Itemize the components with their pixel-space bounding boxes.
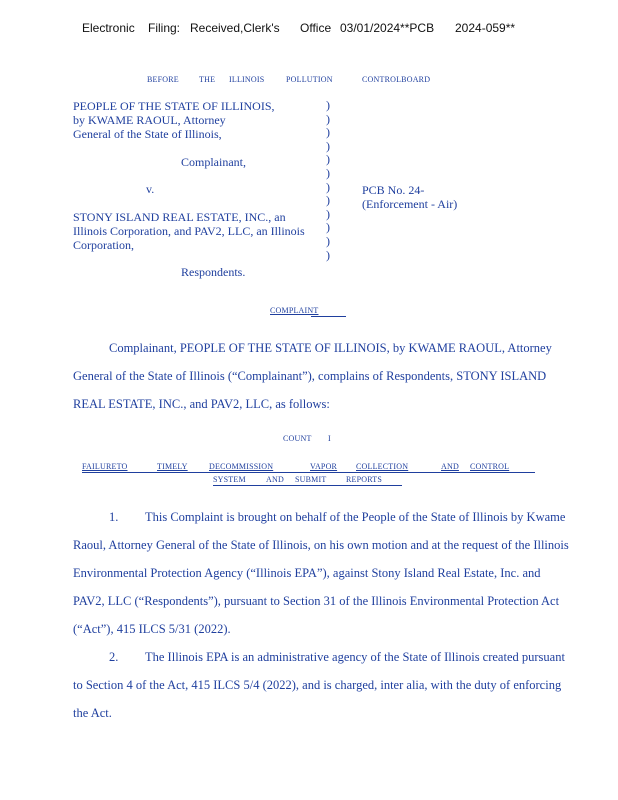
paragraph-2-line-1: The Illinois EPA is an administrative agency of the State of Illinois created pursuant <box>145 650 565 664</box>
header-case-number: 2024-059** <box>455 21 516 35</box>
header-word-received: Received,Clerk's <box>190 21 280 35</box>
header-date-pcb: 03/01/2024**PCB <box>340 21 435 35</box>
caption-paren: ) <box>326 165 330 180</box>
caption-paren: ) <box>326 179 330 194</box>
paragraph-1-line-1: This Complaint is brought on behalf of the People of the State of Illinois by Kwame <box>145 510 566 524</box>
caption-complainant-label: Complainant, <box>181 155 246 169</box>
count-title-word: SYSTEM <box>213 475 246 484</box>
board-word-illinois: ILLINOIS <box>229 75 265 84</box>
board-word-before: BEFORE <box>147 75 179 84</box>
count-title-underline-1 <box>82 472 535 473</box>
count-title-word: CONTROL <box>470 462 510 471</box>
count-title-word: AND <box>441 462 459 471</box>
header-word-electronic: Electronic <box>82 21 135 35</box>
caption-paren: ) <box>326 98 330 112</box>
header-word-filing: Filing: <box>148 21 181 35</box>
board-word-controlboard: CONTROLBOARD <box>362 75 431 84</box>
paragraph-2-line-3: the Act. <box>73 706 112 720</box>
complaint-title: COMPLAINT <box>270 306 319 315</box>
caption-respondent-line-2: Illinois Corporation, and PAV2, LLC, an Illinois <box>73 224 305 238</box>
paragraph-2-line-2: to Section 4 of the Act, 415 ILCS 5/4 (2022), and is charged, inter alia, with the duty of enforcing <box>73 678 562 692</box>
caption-enforcement-type: (Enforcement - Air) <box>362 197 458 211</box>
paragraph-1-line-3: Environmental Protection Agency (“Illinois EPA”), against Stony Island Real Estate, Inc. and <box>73 566 541 580</box>
caption-pcb-number: PCB No. 24- <box>362 183 425 197</box>
paragraph-1-line-5: (“Act”), 415 ILCS 5/31 (2022). <box>73 622 231 636</box>
count-title-word: SUBMIT <box>295 475 327 484</box>
count-number: I <box>328 434 331 443</box>
count-title-underline-2 <box>213 485 402 486</box>
caption-paren: ) <box>326 220 330 235</box>
caption-respondent-line-3: Corporation, <box>73 238 134 252</box>
paragraph-2-number: 2. <box>109 650 119 664</box>
caption-paren: ) <box>326 233 330 248</box>
board-word-the: THE <box>199 75 216 84</box>
count-title-word: REPORTS <box>346 475 383 484</box>
caption-paren: ) <box>326 125 330 140</box>
caption-parenthesis-column <box>326 99 330 262</box>
caption-paren: ) <box>326 152 330 167</box>
paragraph-1-number: 1. <box>109 510 119 524</box>
count-word: COUNT <box>283 434 312 443</box>
count-title-word: COLLECTION <box>356 462 409 471</box>
caption-paren: ) <box>326 206 330 221</box>
caption-paren: ) <box>326 111 330 126</box>
caption-versus: v. <box>146 182 155 196</box>
count-title-word: AND <box>266 475 284 484</box>
paragraph-1-line-4: PAV2, LLC (“Respondents”), pursuant to Section 31 of the Illinois Environmental Protection Act <box>73 594 560 608</box>
count-title-word: DECOMMISSION <box>209 462 274 471</box>
header-word-office: Office <box>300 21 332 35</box>
intro-line-2: General of the State of Illinois (“Complainant”), complains of Respondents, STONY ISLAND <box>73 369 547 383</box>
caption-paren: ) <box>326 247 330 262</box>
paragraph-1-line-2: Raoul, Attorney General of the State of Illinois, on his own motion and at the request of the Illinois <box>73 538 569 552</box>
caption-respondents-label: Respondents. <box>181 265 246 279</box>
board-word-pollution: POLLUTION <box>286 75 333 84</box>
caption-people-line-2: by KWAME RAOUL, Attorney <box>73 113 226 127</box>
caption-people-line-1: PEOPLE OF THE STATE OF ILLINOIS, <box>73 99 275 113</box>
count-title-word: TIMELY <box>157 462 188 471</box>
caption-people-line-3: General of the State of Illinois, <box>73 127 222 141</box>
complaint-title-underline-extension <box>311 316 346 317</box>
count-title-word: FAILURETO <box>82 462 128 471</box>
caption-paren: ) <box>326 193 330 208</box>
caption-paren: ) <box>326 138 330 153</box>
intro-line-3: REAL ESTATE, INC., and PAV2, LLC, as follows: <box>73 397 330 411</box>
intro-line-1: Complainant, PEOPLE OF THE STATE OF ILLINOIS, by KWAME RAOUL, Attorney <box>109 341 552 355</box>
caption-respondent-line-1: STONY ISLAND REAL ESTATE, INC., an <box>73 210 286 224</box>
count-title-word: VAPOR <box>310 462 338 471</box>
